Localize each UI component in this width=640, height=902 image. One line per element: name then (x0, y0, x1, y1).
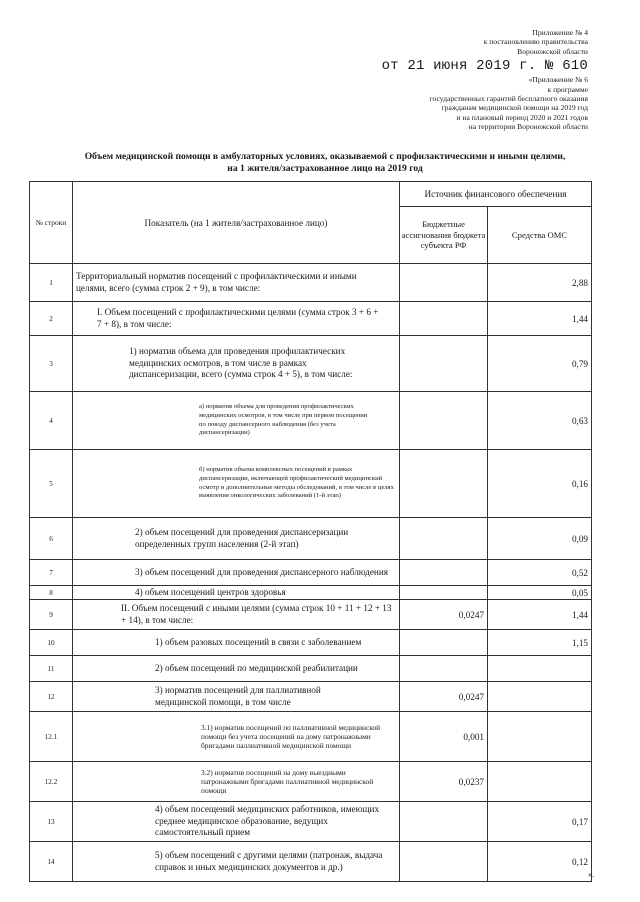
row-budget-value (400, 392, 488, 450)
table-header-row (30, 182, 592, 207)
header-line: «Приложение № 6 (528, 75, 588, 85)
table-row (30, 450, 592, 518)
row-number: 4 (30, 392, 73, 450)
row-oms-value: 0,12 (488, 842, 592, 882)
row-budget-value (400, 586, 488, 600)
row-number: 3 (30, 336, 73, 392)
row-number: 12 (30, 682, 73, 712)
header-line: гражданам медицинской помощи на 2019 год (441, 103, 588, 113)
row-oms-value (488, 682, 592, 712)
row-budget-value (400, 450, 488, 518)
row-indicator: 5) объем посещений с другими целями (патронаж, выдача справок и иных медицинских документов и др.) (73, 842, 400, 882)
row-oms-value: 0,79 (488, 336, 592, 392)
header-line: на территории Воронежской области (468, 122, 588, 132)
table-row (30, 842, 592, 882)
row-indicator: 3.1) норматив посещений по паллиативной медицинской помощи без учета посещений на дому патронажными бригадами паллиативной медицинской помощи (73, 712, 400, 762)
row-oms-value: 0,05 (488, 586, 592, 600)
table-row (30, 586, 592, 600)
row-number: 12.2 (30, 762, 73, 802)
row-indicator: 1) норматив объема для проведения профилактических медицинских осмотров, в том числе в рамках диспансеризации, всего (сумма строк 4 + 5), в том числе: (73, 336, 400, 392)
row-number: 10 (30, 630, 73, 656)
row-oms-value: 2,88 (488, 264, 592, 302)
table-row (30, 682, 592, 712)
header-line: к постановлению правительства (483, 37, 588, 47)
row-budget-value (400, 656, 488, 682)
row-oms-value (488, 656, 592, 682)
header-indicator: Показатель (на 1 жителя/застрахованное лицо) (73, 182, 400, 264)
row-number: 13 (30, 802, 73, 842)
header-line: и на плановый период 2020 и 2021 годов (456, 112, 588, 122)
table-row (30, 518, 592, 560)
header-budget: Бюджетные ассигнования бюджета субъекта РФ (400, 207, 488, 264)
header-funding-source: Источник финансового обеспечения (400, 182, 592, 207)
row-oms-value: 1,44 (488, 302, 592, 336)
row-budget-value: 0,0247 (400, 682, 488, 712)
row-budget-value: 0,001 (400, 712, 488, 762)
table-row (30, 762, 592, 802)
header-line: Приложение № 4 (532, 28, 588, 37)
document-header (288, 28, 588, 132)
closing-quote-mark: ». (588, 870, 594, 879)
row-number: 7 (30, 560, 73, 586)
row-indicator: 1) объем разовых посещений в связи с заболеванием (73, 630, 400, 656)
row-oms-value: 1,15 (488, 630, 592, 656)
table-row (30, 656, 592, 682)
row-indicator: 3) норматив посещений для паллиативной медицинской помощи, в том числе (73, 682, 400, 712)
title-line-2: на 1 жителя/застрахованное лицо на 2019 год (227, 163, 423, 174)
header-oms: Средства ОМС (488, 207, 592, 264)
row-indicator: Территориальный норматив посещений с профилактическими и иными целями, всего (сумма строк 2 + 9), в том числе: (73, 264, 400, 302)
table-row (30, 560, 592, 586)
table-row (30, 600, 592, 630)
row-number: 12.1 (30, 712, 73, 762)
row-indicator: II. Объем посещений с иными целями (сумма строк 10 + 11 + 12 + 13 + 14), в том числе: (73, 600, 400, 630)
header-line: к программе (547, 84, 588, 94)
row-indicator: 2) объем посещений для проведения диспансеризации определенных групп населения (2-й этап) (73, 518, 400, 560)
table-row (30, 712, 592, 762)
title-line-1: Объем медицинской помощи в амбулаторных условиях, оказываемой с профилактическими и иными целями, (84, 151, 566, 162)
table-row (30, 630, 592, 656)
row-budget-value (400, 302, 488, 336)
row-oms-value: 0,09 (488, 518, 592, 560)
row-number: 9 (30, 600, 73, 630)
row-budget-value (400, 842, 488, 882)
table-row (30, 392, 592, 450)
row-number: 11 (30, 656, 73, 682)
table-row (30, 264, 592, 302)
row-number: 1 (30, 264, 73, 302)
row-budget-value (400, 264, 488, 302)
row-budget-value (400, 630, 488, 656)
row-oms-value: 0,17 (488, 802, 592, 842)
header-line: Воронежской области (517, 46, 588, 56)
table-row (30, 336, 592, 392)
row-oms-value: 0,52 (488, 560, 592, 586)
row-number: 5 (30, 450, 73, 518)
row-oms-value: 1,44 (488, 600, 592, 630)
row-number: 6 (30, 518, 73, 560)
row-number: 8 (30, 586, 73, 600)
row-indicator: а) норматив объема для проведения профилактических медицинских осмотров, в том числе при первом посещении по поводу диспансерного наблюдения (без учета диспансеризации) (73, 392, 400, 450)
row-indicator: б) норматив объема комплексных посещений в рамках диспансеризации, включающей профилактический медицинский осмотр и дополнительные методы обследований, в том числе в целях выявления онкологических заболеваний (1-й этап) (73, 450, 400, 518)
row-budget-value (400, 802, 488, 842)
row-budget-value (400, 518, 488, 560)
decree-date: от 21 июня 2019 г. № 610 (381, 58, 588, 75)
header-line: государственных гарантий бесплатного оказания (429, 94, 588, 104)
row-budget-value: 0,0247 (400, 600, 488, 630)
row-indicator: 4) объем посещений центров здоровья (73, 586, 400, 600)
row-oms-value (488, 762, 592, 802)
row-number: 14 (30, 842, 73, 882)
row-indicator: 4) объем посещений медицинских работников, имеющих среднее медицинское образование, ведущих самостоятельный прием (73, 802, 400, 842)
row-number: 2 (30, 302, 73, 336)
document-title (30, 151, 620, 175)
row-indicator: 2) объем посещений по медицинской реабилитации (73, 656, 400, 682)
volume-table (29, 181, 592, 882)
row-budget-value (400, 560, 488, 586)
table-row (30, 802, 592, 842)
row-indicator: I. Объем посещений с профилактическими целями (сумма строк 3 + 6 + 7 + 8), в том числе: (73, 302, 400, 336)
table-row (30, 302, 592, 336)
row-indicator: 3) объем посещений для проведения диспансерного наблюдения (73, 560, 400, 586)
row-oms-value (488, 712, 592, 762)
row-budget-value: 0,0237 (400, 762, 488, 802)
row-oms-value: 0,63 (488, 392, 592, 450)
header-row-number: № строки (30, 182, 73, 264)
row-indicator: 3.2) норматив посещений на дому выездными патронажными бригадами паллиативной медицинской помощи (73, 762, 400, 802)
row-budget-value (400, 336, 488, 392)
row-oms-value: 0,16 (488, 450, 592, 518)
